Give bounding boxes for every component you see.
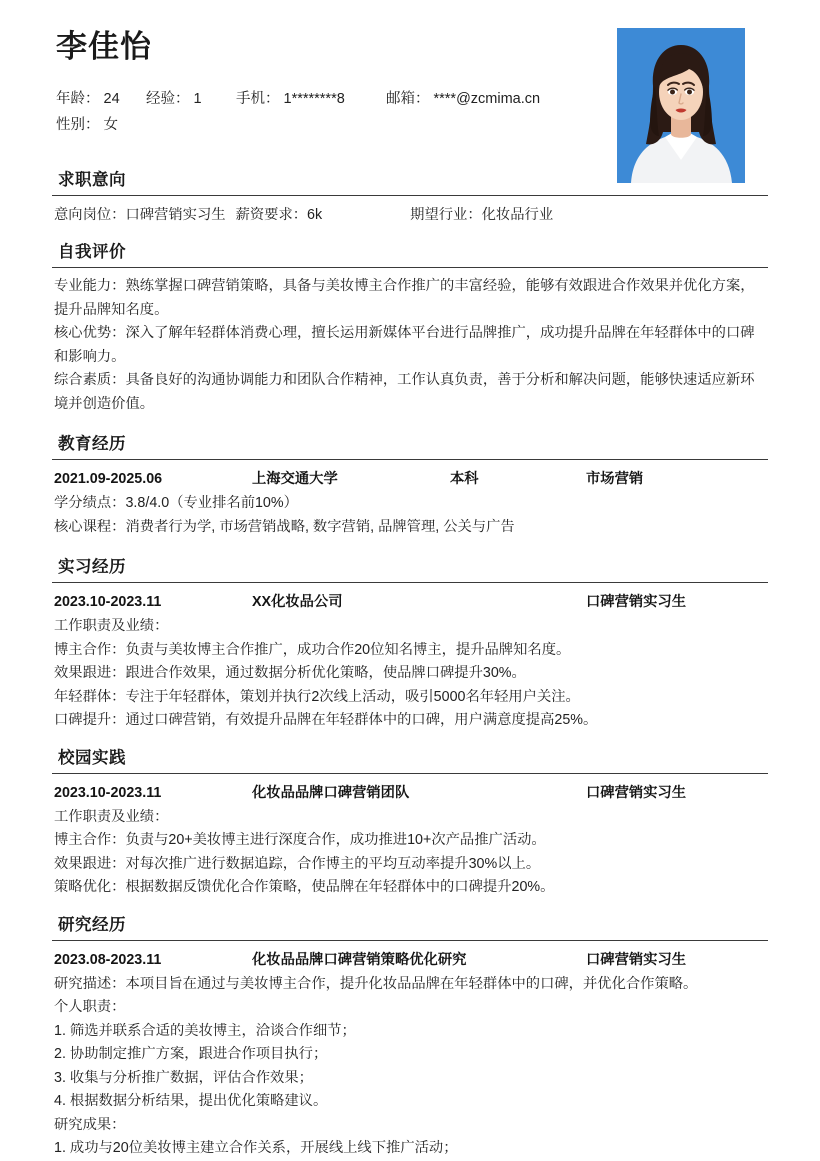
research-detail-line: 1. 筛选并联系合适的美妆博主，洽谈合作细节； bbox=[54, 1022, 356, 1039]
section-self-evaluation bbox=[52, 238, 768, 416]
intent-industry-value: 化妆品行业 bbox=[481, 207, 554, 223]
education-degree: 本科 bbox=[450, 471, 479, 487]
section-title-campus-practice: 校园实践 bbox=[58, 748, 126, 767]
internship-detail-line: 博主合作：负责与美妆博主合作推广，成功合作20位知名博主，提升品牌知名度。 bbox=[54, 641, 571, 658]
contact-gender bbox=[56, 112, 118, 138]
contact-gender-value: 女 bbox=[103, 117, 118, 134]
section-education bbox=[52, 430, 768, 539]
campus-entry-row bbox=[54, 781, 768, 805]
campus-detail-line: 效果跟进：对每次推广进行数据追踪，合作博主的平均互动率提升30%以上。 bbox=[54, 855, 541, 872]
self-evaluation-paragraph: 综合素质：具备良好的沟通协调能力和团队合作精神，工作认真负责，善于分析和解决问题，能够快速适应新环境并创造价值。 bbox=[54, 372, 755, 412]
contact-experience-label: 经验： bbox=[146, 91, 190, 108]
section-divider bbox=[52, 267, 768, 268]
intent-salary-value: 6k bbox=[307, 207, 323, 223]
research-detail-line: 1. 成功与20位美妆博主建立合作关系，开展线上线下推广活动； bbox=[54, 1140, 458, 1156]
section-divider bbox=[52, 459, 768, 460]
internship-company: XX化妆品公司 bbox=[252, 594, 343, 610]
research-entry-row bbox=[54, 948, 768, 972]
section-title-job-intent: 求职意向 bbox=[58, 171, 126, 189]
contact-phone-value: 1********8 bbox=[283, 91, 345, 108]
contact-gender-label: 性别： bbox=[56, 117, 100, 134]
education-details bbox=[54, 492, 768, 539]
section-campus-practice bbox=[52, 744, 768, 900]
research-project: 化妆品品牌口碑营销策略优化研究 bbox=[252, 951, 467, 968]
section-title-education: 教育经历 bbox=[58, 435, 126, 453]
self-evaluation-paragraph: 专业能力：熟练掌握口碑营销策略，具备与美妆博主合作推广的丰富经验，能够有效跟进合作效果并优化方案，提升品牌知名度。 bbox=[54, 278, 755, 318]
candidate-name: 李佳怡 bbox=[56, 29, 152, 64]
contact-email-value: ****@zcmima.cn bbox=[433, 91, 541, 108]
self-evaluation-body bbox=[54, 275, 768, 416]
section-divider bbox=[52, 582, 768, 583]
section-title-internship: 实习经历 bbox=[58, 558, 126, 576]
candidate-photo bbox=[617, 28, 745, 183]
education-detail-line: 学分绩点：3.8/4.0（专业排名前10%） bbox=[54, 495, 298, 511]
campus-detail-line: 工作职责及业绩： bbox=[54, 808, 169, 825]
job-intent-row bbox=[54, 203, 768, 227]
intent-salary bbox=[236, 203, 323, 227]
research-detail-line: 研究描述：本项目旨在通过与美妆博主合作，提升化妆品品牌在年轻群体中的口碑，并优化合作策略。 bbox=[54, 975, 698, 992]
portrait-illustration bbox=[617, 28, 745, 183]
campus-details bbox=[54, 806, 768, 900]
self-evaluation-paragraph: 核心优势：深入了解年轻群体消费心理，擅长运用新媒体平台进行品牌推广，成功提升品牌在年轻群体中的口碑和影响力。 bbox=[54, 325, 755, 365]
resume-header bbox=[52, 0, 768, 160]
intent-industry bbox=[410, 203, 553, 227]
section-divider bbox=[52, 940, 768, 941]
section-research bbox=[52, 911, 768, 1161]
internship-detail-line: 效果跟进：跟进合作效果，通过数据分析优化策略，使品牌口碑提升30%。 bbox=[54, 665, 526, 681]
research-detail-line: 研究成果： bbox=[54, 1116, 126, 1133]
education-detail-line: 核心课程：消费者行为学, 市场营销战略, 数字营销, 品牌管理, 公关与广告 bbox=[54, 518, 515, 535]
internship-role: 口碑营销实习生 bbox=[586, 594, 687, 610]
internship-entry-row bbox=[54, 590, 768, 614]
research-detail-line: 3. 收集与分析推广数据，评估合作效果； bbox=[54, 1069, 313, 1086]
contact-email-label: 邮箱： bbox=[386, 91, 430, 108]
education-entry-row bbox=[54, 467, 768, 491]
campus-role: 口碑营销实习生 bbox=[586, 784, 687, 801]
research-detail-line: 个人职责： bbox=[54, 999, 126, 1015]
education-major: 市场营销 bbox=[586, 471, 644, 487]
internship-detail-line: 口碑提升：通过口碑营销，有效提升品牌在年轻群体中的口碑，用户满意度提高25%。 bbox=[54, 712, 598, 728]
education-school: 上海交通大学 bbox=[252, 471, 338, 487]
contact-phone bbox=[236, 86, 386, 112]
section-title-self-evaluation: 自我评价 bbox=[58, 243, 126, 261]
campus-detail-line: 博主合作：负责与20+美妆博主进行深度合作，成功推进10+次产品推广活动。 bbox=[54, 832, 546, 848]
contact-age-value: 24 bbox=[103, 91, 120, 108]
intent-salary-label: 薪资要求： bbox=[235, 207, 308, 223]
contact-phone-label: 手机： bbox=[236, 91, 280, 108]
research-date: 2023.08-2023.11 bbox=[54, 951, 162, 968]
campus-detail-line: 策略优化：根据数据反馈优化合作策略，使品牌在年轻群体中的口碑提升20%。 bbox=[54, 879, 555, 895]
internship-details bbox=[54, 615, 768, 733]
intent-position bbox=[54, 203, 226, 227]
campus-organization: 化妆品品牌口碑营销团队 bbox=[252, 784, 410, 801]
section-divider bbox=[52, 195, 768, 196]
research-detail-line: 2. 协助制定推广方案，跟进合作项目执行； bbox=[54, 1046, 328, 1062]
research-detail-line: 4. 根据数据分析结果，提出优化策略建议。 bbox=[54, 1093, 328, 1109]
contact-email bbox=[386, 86, 540, 112]
intent-industry-label: 期望行业： bbox=[410, 207, 482, 223]
section-title-research: 研究经历 bbox=[58, 915, 126, 934]
campus-date: 2023.10-2023.11 bbox=[54, 784, 162, 801]
contact-experience-value: 1 bbox=[193, 91, 202, 108]
internship-date: 2023.10-2023.11 bbox=[54, 594, 162, 610]
internship-detail-line: 年轻群体：专注于年轻群体，策划并执行2次线上活动，吸引5000名年轻用户关注。 bbox=[54, 688, 580, 705]
section-divider bbox=[52, 773, 768, 774]
research-details bbox=[54, 973, 768, 1161]
contact-age-label: 年龄： bbox=[56, 91, 100, 108]
intent-position-value: 口碑营销实习生 bbox=[125, 207, 226, 223]
contact-experience bbox=[146, 86, 236, 112]
research-role: 口碑营销实习生 bbox=[586, 951, 687, 968]
education-date: 2021.09-2025.06 bbox=[54, 471, 163, 487]
intent-position-label: 意向岗位： bbox=[54, 207, 126, 223]
section-internship bbox=[52, 553, 768, 733]
contact-age bbox=[56, 86, 146, 112]
internship-detail-line: 工作职责及业绩： bbox=[54, 618, 169, 634]
